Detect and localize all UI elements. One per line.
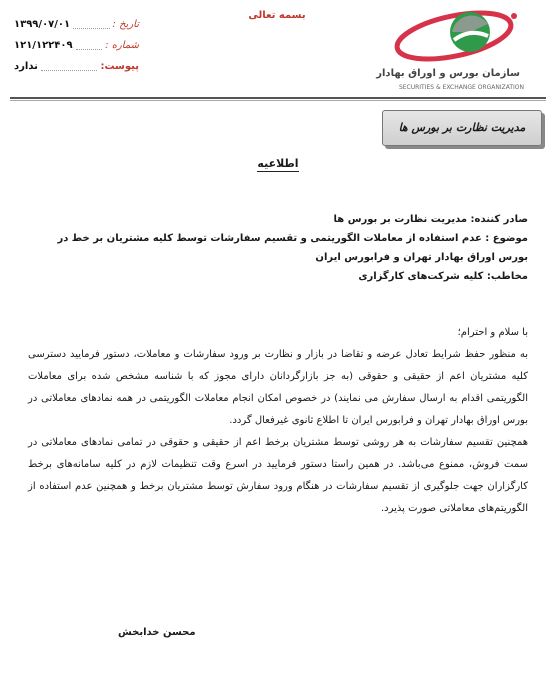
logo-name-fa: سازمان بورس و اوراق بهادار: [376, 68, 520, 79]
audience-line: مخاطب: کلیه شرکت‌های کارگزاری: [358, 271, 528, 282]
greeting: با سلام و احترام؛: [457, 327, 528, 338]
number-row: [14, 35, 139, 56]
dotted-leader: [73, 14, 109, 29]
attachment-row: [14, 56, 139, 77]
letter-meta: [14, 14, 139, 77]
attachment-value: ندارد: [14, 61, 38, 72]
notice-title: [0, 157, 556, 170]
number-label: شماره :: [105, 40, 139, 51]
dotted-leader: [41, 56, 98, 71]
notice-title-text: اطلاعیه: [257, 157, 299, 170]
date-value: ۱۳۹۹/۰۷/۰۱: [14, 19, 71, 30]
date-label: تاریخ :: [112, 19, 139, 30]
date-row: [14, 14, 139, 35]
header-rule: [10, 97, 546, 101]
letter-header-block: [28, 210, 528, 286]
basmala: بسمه تعالی: [248, 10, 306, 21]
letter-body: [28, 322, 528, 520]
issuer-line: صادر کننده: مدیریت نظارت بر بورس ها: [333, 214, 528, 225]
body-paragraph-1: به منظور حفظ شرایط تعادل عرضه و تقاضا در بازار و نظارت بر ورود سفارشات و معاملات، دستور فرمایید دسترسی کلیه مشتریان اعم از حقیقی و حقوقی (به جز بازارگردانان دارای مجوز که با شناسه مشخص شده برای معاملات الگوریتمی اقدام به ارسال سفارش می نمایند) در خصوص امکان انجام معاملات الگوریتمی در همه نمادهای معاملاتی در بورس اوراق بهادار تهران و فرابورس ایران تا اطلاع ثانوی غیرفعال گردد.: [28, 349, 528, 426]
organization-logo: [376, 2, 542, 94]
dotted-leader: [76, 35, 103, 50]
department-box: مدیریت نظارت بر بورس ها: [382, 110, 542, 146]
attachment-label: پیوست:: [100, 61, 139, 72]
signature-name: محسن خدابخش: [118, 627, 196, 638]
number-value: ۱۲۱/۱۲۲۴۰۹: [14, 40, 73, 51]
logo-emblem-icon: [392, 2, 542, 68]
body-paragraph-2: همچنین تقسیم سفارشات به هر روشی توسط مشتریان برخط اعم از حقیقی و حقوقی در تمامی نمادهای معاملاتی در سمت فروش، ممنوع می‌باشد. در همین راستا دستور فرمایید در اسرع وقت تنظیمات لازم در کلیه سامانه‌های برخط کارگزاران جهت جلوگیری از تقسیم سفارشات در هنگام ورود سفارش توسط مشتریان برخط و همچنین عدم استفاده از الگوریتم‌های معاملاتی صورت پذیرد.: [28, 437, 528, 514]
subject-line: موضوع : عدم استفاده از معاملات الگوریتمی و تقسیم سفارشات توسط کلیه مشتریان بر خط در بورس اوراق بهادار تهران و فرابورس ایران: [57, 233, 528, 263]
logo-name-en: SECURITIES & EXCHANGE ORGANIZATION: [398, 84, 524, 91]
